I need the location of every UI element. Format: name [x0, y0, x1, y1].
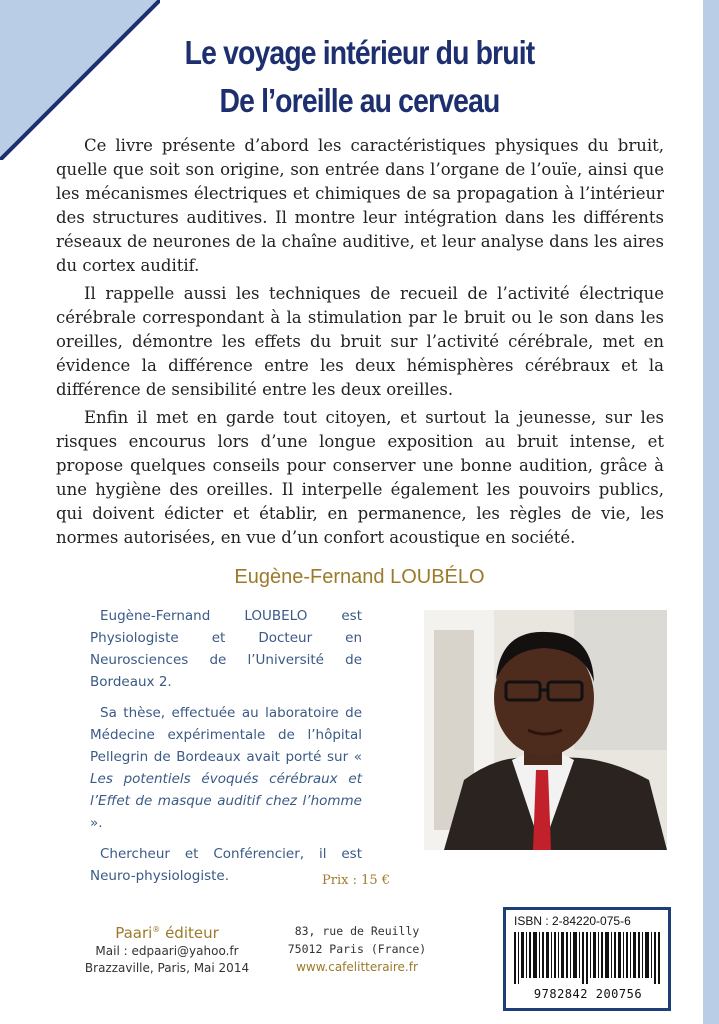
publisher-place-date: Brazzaville, Paris, Mai 2014: [84, 961, 250, 975]
bio-p2-suffix: ».: [90, 815, 103, 831]
publisher-name: Paari® éditeur: [115, 924, 219, 942]
description-paragraph-3: Enfin il met en garde tout citoyen, et surtout la jeunesse, sur les risques encourus lors d’une longue exposition au bruit intense, et propose quelques conseils pour conserver une bonne audition, grâce à une hygiène des oreilles. Il interpelle également les pouvoirs publics, qui doivent édicter et établir, en permanence, les règles de vie, les normes autorisées, en vue d’un confort acoustique en société.: [56, 408, 664, 547]
bio-paragraph-1: Eugène-Fernand LOUBELO est Physiologiste et Docteur en Neurosciences de l’Université de Bordeaux 2.: [90, 608, 362, 690]
author-biography: [90, 605, 362, 896]
ean-digits: 9782842 200756: [533, 987, 643, 1001]
author-name-heading: Eugène-Fernand LOUBÉLO: [234, 566, 485, 588]
bio-paragraph-2: [90, 702, 362, 834]
book-description: [56, 134, 664, 554]
bio-paragraph-3: Chercheur et Conférencier, il est Neuro-physiologiste.: [90, 846, 362, 884]
bio-p2-prefix: Sa thèse, effectuée au laboratoire de Médecine expérimentale de l’hôpital Pellegrin de Bordeaux avait porté sur «: [90, 705, 362, 765]
publisher-mail: Mail : edpaari@yahoo.fr: [95, 944, 239, 958]
address-city: 75012 Paris (France): [287, 942, 427, 956]
right-side-strip: [703, 0, 719, 1024]
description-paragraph-1: Ce livre présente d’abord les caractéristiques physiques du bruit, quelle que soit son origine, son entrée dans l’organe de l’ouïe, ainsi que les mécanismes électriques et chimiques de sa propagation à l’intérieur des structures auditives. Il montre leur intégration dans les différents réseaux de neurones de la chaîne auditive, et leur analyse dans les aires du cortex auditif.: [56, 136, 664, 275]
publisher-info: [62, 920, 272, 977]
author-photo: [424, 610, 667, 850]
isbn-label: ISBN : 2-84220-075-6: [514, 914, 631, 928]
address-street: 83, rue de Reuilly: [294, 924, 420, 938]
barcode-icon: [512, 932, 664, 984]
price-label: Prix : 15 €: [322, 873, 391, 888]
book-title-line-2: De l’oreille au cerveau: [219, 82, 500, 119]
description-paragraph-2: Il rappelle aussi les techniques de recueil de l’activité électrique cérébrale correspondant à la stimulation par le bruit ou le son dans les oreilles, démontre les effets du bruit sur l’activité cérébrale, met en évidence la différence entre les deux hémisphères cérébraux et la différence de sensibilité entre les deux oreilles.: [56, 284, 664, 399]
isbn-barcode-box: [503, 907, 671, 1011]
publisher-address: [262, 922, 452, 976]
thesis-title: Les potentiels évoqués cérébraux et l’Effet de masque auditif chez l’homme: [90, 771, 362, 809]
book-title-line-1: Le voyage intérieur du bruit: [184, 34, 535, 71]
website-link[interactable]: www.cafelitteraire.fr: [296, 960, 418, 974]
